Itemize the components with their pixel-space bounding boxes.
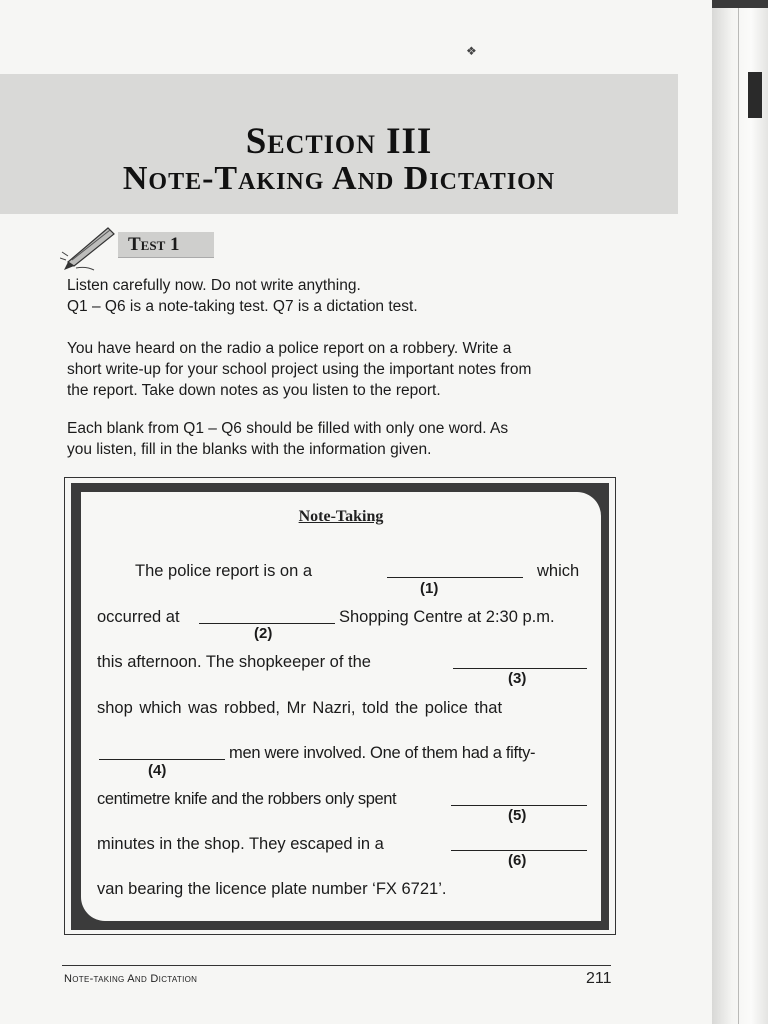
note-text: occurred at bbox=[97, 608, 180, 626]
instruction-line: short write-up for your school project using the important notes from bbox=[67, 361, 532, 378]
page-edge bbox=[712, 0, 768, 1024]
print-mark-icon: ❖ bbox=[466, 44, 477, 58]
note-text: The police report is on a bbox=[135, 562, 313, 580]
blank-4[interactable] bbox=[99, 745, 225, 760]
blank-5[interactable] bbox=[451, 791, 587, 806]
instruction-paragraph-3 bbox=[67, 418, 619, 460]
instruction-line: the report. Take down notes as you listen to the report. bbox=[67, 382, 441, 399]
instruction-line: Each blank from Q1 – Q6 should be filled with only one word. As bbox=[67, 420, 509, 437]
running-footer: Note-taking And Dictation bbox=[64, 973, 198, 985]
note-line-4 bbox=[97, 696, 588, 720]
blank-number-6: (6) bbox=[508, 852, 527, 869]
blank-3[interactable] bbox=[453, 654, 587, 669]
blank-6[interactable] bbox=[451, 836, 587, 851]
blank-number-5: (5) bbox=[508, 807, 527, 824]
note-text: this afternoon. The shopkeeper of the bbox=[97, 653, 371, 671]
note-line-2 bbox=[97, 605, 588, 629]
blank-2[interactable] bbox=[199, 609, 335, 624]
note-text: van bearing the licence plate number ‘FX 6721’. bbox=[97, 880, 447, 898]
instruction-line: Listen carefully now. Do not write anything. bbox=[67, 277, 361, 294]
instruction-line: Q1 – Q6 is a note-taking test. Q7 is a dictation test. bbox=[67, 298, 418, 315]
note-box-title: Note-Taking bbox=[298, 508, 384, 525]
blank-number-4: (4) bbox=[148, 762, 167, 779]
section-number: Section III bbox=[245, 121, 433, 162]
footer-rule bbox=[62, 965, 611, 966]
blank-number-2: (2) bbox=[254, 625, 273, 642]
note-text: Shopping Centre at 2:30 p.m. bbox=[339, 608, 555, 626]
page-edge-line bbox=[738, 0, 739, 1024]
test-label: Test 1 bbox=[118, 232, 214, 258]
page-number: 211 bbox=[586, 970, 612, 987]
instruction-paragraph-2 bbox=[67, 338, 619, 401]
note-text: men were involved. One of them had a fifty- bbox=[229, 744, 536, 762]
blank-number-3: (3) bbox=[508, 670, 527, 687]
note-line-5 bbox=[97, 741, 588, 765]
note-text: which bbox=[537, 562, 580, 580]
instruction-paragraph-1 bbox=[67, 275, 619, 317]
instruction-line: you listen, fill in the blanks with the information given. bbox=[67, 441, 432, 458]
blank-number-1: (1) bbox=[420, 580, 439, 597]
page-edge-tab bbox=[748, 72, 762, 118]
note-line-8 bbox=[97, 877, 588, 901]
instruction-line: You have heard on the radio a police report on a robbery. Write a bbox=[67, 340, 512, 357]
blank-1[interactable] bbox=[387, 563, 523, 578]
note-text: shop which was robbed, Mr Nazri, told the police that bbox=[97, 699, 503, 717]
note-text: centimetre knife and the robbers only spent bbox=[97, 790, 397, 808]
section-title: Note-Taking And Dictation bbox=[122, 160, 556, 197]
pencil-icon bbox=[60, 222, 120, 272]
note-line-1 bbox=[97, 559, 588, 583]
note-text: minutes in the shop. They escaped in a bbox=[97, 835, 384, 853]
page-edge-top bbox=[712, 0, 768, 8]
